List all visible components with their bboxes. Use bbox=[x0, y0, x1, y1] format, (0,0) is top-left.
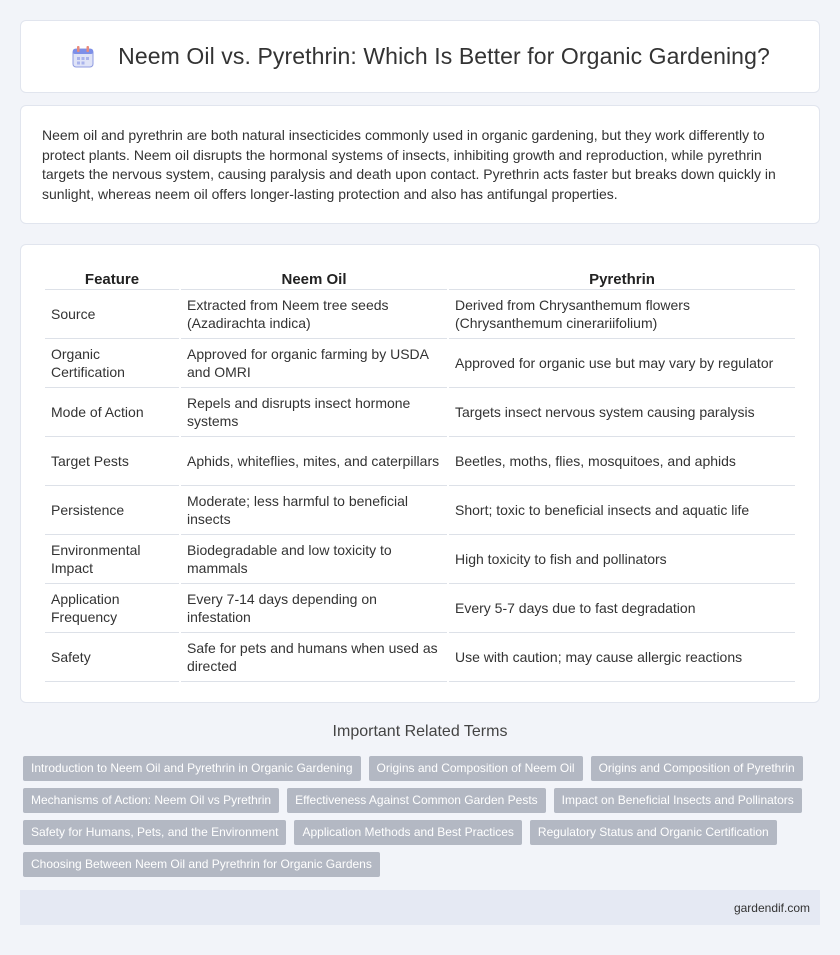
feature-cell: Organic Certification bbox=[45, 339, 179, 388]
table-row bbox=[45, 388, 795, 437]
related-term-tag[interactable]: Introduction to Neem Oil and Pyrethrin in Organic Gardening bbox=[23, 756, 361, 781]
site-name[interactable]: gardendif.com bbox=[733, 900, 810, 915]
table-row bbox=[45, 584, 795, 633]
table-row bbox=[45, 633, 795, 682]
related-term-tag[interactable]: Origins and Composition of Neem Oil bbox=[369, 756, 583, 781]
table-header-row bbox=[45, 265, 795, 290]
neem-oil-cell: Biodegradable and low toxicity to mammals bbox=[181, 535, 447, 584]
feature-cell: Persistence bbox=[45, 486, 179, 535]
table-row bbox=[45, 535, 795, 584]
related-term-tag[interactable]: Effectiveness Against Common Garden Pests bbox=[287, 788, 546, 813]
neem-oil-cell: Aphids, whiteflies, mites, and caterpillars bbox=[181, 437, 447, 486]
header-neem-oil: Neem Oil bbox=[181, 265, 447, 290]
related-term-tag[interactable]: Application Methods and Best Practices bbox=[294, 820, 521, 845]
related-term-tag[interactable]: Choosing Between Neem Oil and Pyrethrin for Organic Gardens bbox=[23, 852, 380, 877]
related-term-tag[interactable]: Regulatory Status and Organic Certification bbox=[530, 820, 777, 845]
table-row bbox=[45, 339, 795, 388]
intro-card bbox=[20, 105, 820, 224]
pyrethrin-cell: Approved for organic use but may vary by regulator bbox=[449, 339, 795, 388]
related-term-tag[interactable]: Mechanisms of Action: Neem Oil vs Pyrethrin bbox=[23, 788, 279, 813]
comparison-table bbox=[43, 265, 797, 682]
pyrethrin-cell: Beetles, moths, flies, mosquitoes, and aphids bbox=[449, 437, 795, 486]
feature-cell: Environmental Impact bbox=[45, 535, 179, 584]
feature-cell: Mode of Action bbox=[45, 388, 179, 437]
pyrethrin-cell: High toxicity to fish and pollinators bbox=[449, 535, 795, 584]
header-pyrethrin: Pyrethrin bbox=[449, 265, 795, 290]
pyrethrin-cell: Derived from Chrysanthemum flowers (Chrysanthemum cinerariifolium) bbox=[449, 290, 795, 339]
calendar-icon bbox=[70, 44, 96, 70]
table-row bbox=[45, 290, 795, 339]
header-feature: Feature bbox=[45, 265, 179, 290]
related-term-tag[interactable]: Impact on Beneficial Insects and Pollinators bbox=[554, 788, 802, 813]
comparison-table-card bbox=[20, 244, 820, 703]
neem-oil-cell: Repels and disrupts insect hormone systems bbox=[181, 388, 447, 437]
feature-cell: Application Frequency bbox=[45, 584, 179, 633]
table-row bbox=[45, 437, 795, 486]
related-term-tag[interactable]: Origins and Composition of Pyrethrin bbox=[591, 756, 803, 781]
neem-oil-cell: Safe for pets and humans when used as directed bbox=[181, 633, 447, 682]
footer bbox=[20, 890, 820, 925]
neem-oil-cell: Moderate; less harmful to beneficial insects bbox=[181, 486, 447, 535]
related-terms-title: Important Related Terms bbox=[332, 723, 508, 740]
pyrethrin-cell: Short; toxic to beneficial insects and aquatic life bbox=[449, 486, 795, 535]
pyrethrin-cell: Every 5-7 days due to fast degradation bbox=[449, 584, 795, 633]
feature-cell: Target Pests bbox=[45, 437, 179, 486]
neem-oil-cell: Approved for organic farming by USDA and OMRI bbox=[181, 339, 447, 388]
pyrethrin-cell: Targets insect nervous system causing paralysis bbox=[449, 388, 795, 437]
feature-cell: Safety bbox=[45, 633, 179, 682]
feature-cell: Source bbox=[45, 290, 179, 339]
related-term-tag[interactable]: Safety for Humans, Pets, and the Environment bbox=[23, 820, 286, 845]
table-row bbox=[45, 486, 795, 535]
neem-oil-cell: Extracted from Neem tree seeds (Azadirachta indica) bbox=[181, 290, 447, 339]
pyrethrin-cell: Use with caution; may cause allergic reactions bbox=[449, 633, 795, 682]
page-title: Neem Oil vs. Pyrethrin: Which Is Better for Organic Gardening? bbox=[118, 43, 770, 69]
intro-paragraph: Neem oil and pyrethrin are both natural insecticides commonly used in organic gardening, but they work differently to protect plants. Neem oil disrupts the hormonal systems of insects, inhibiting growth and reproduction, while pyrethrin targets the nervous system, causing paralysis and death upon contact. Pyrethrin acts faster but breaks down quickly in sunlight, whereas neem oil offers longer-lasting protection and also has antifungal properties. bbox=[42, 127, 776, 202]
neem-oil-cell: Every 7-14 days depending on infestation bbox=[181, 584, 447, 633]
header-card bbox=[20, 20, 820, 93]
related-terms-list bbox=[23, 756, 823, 884]
